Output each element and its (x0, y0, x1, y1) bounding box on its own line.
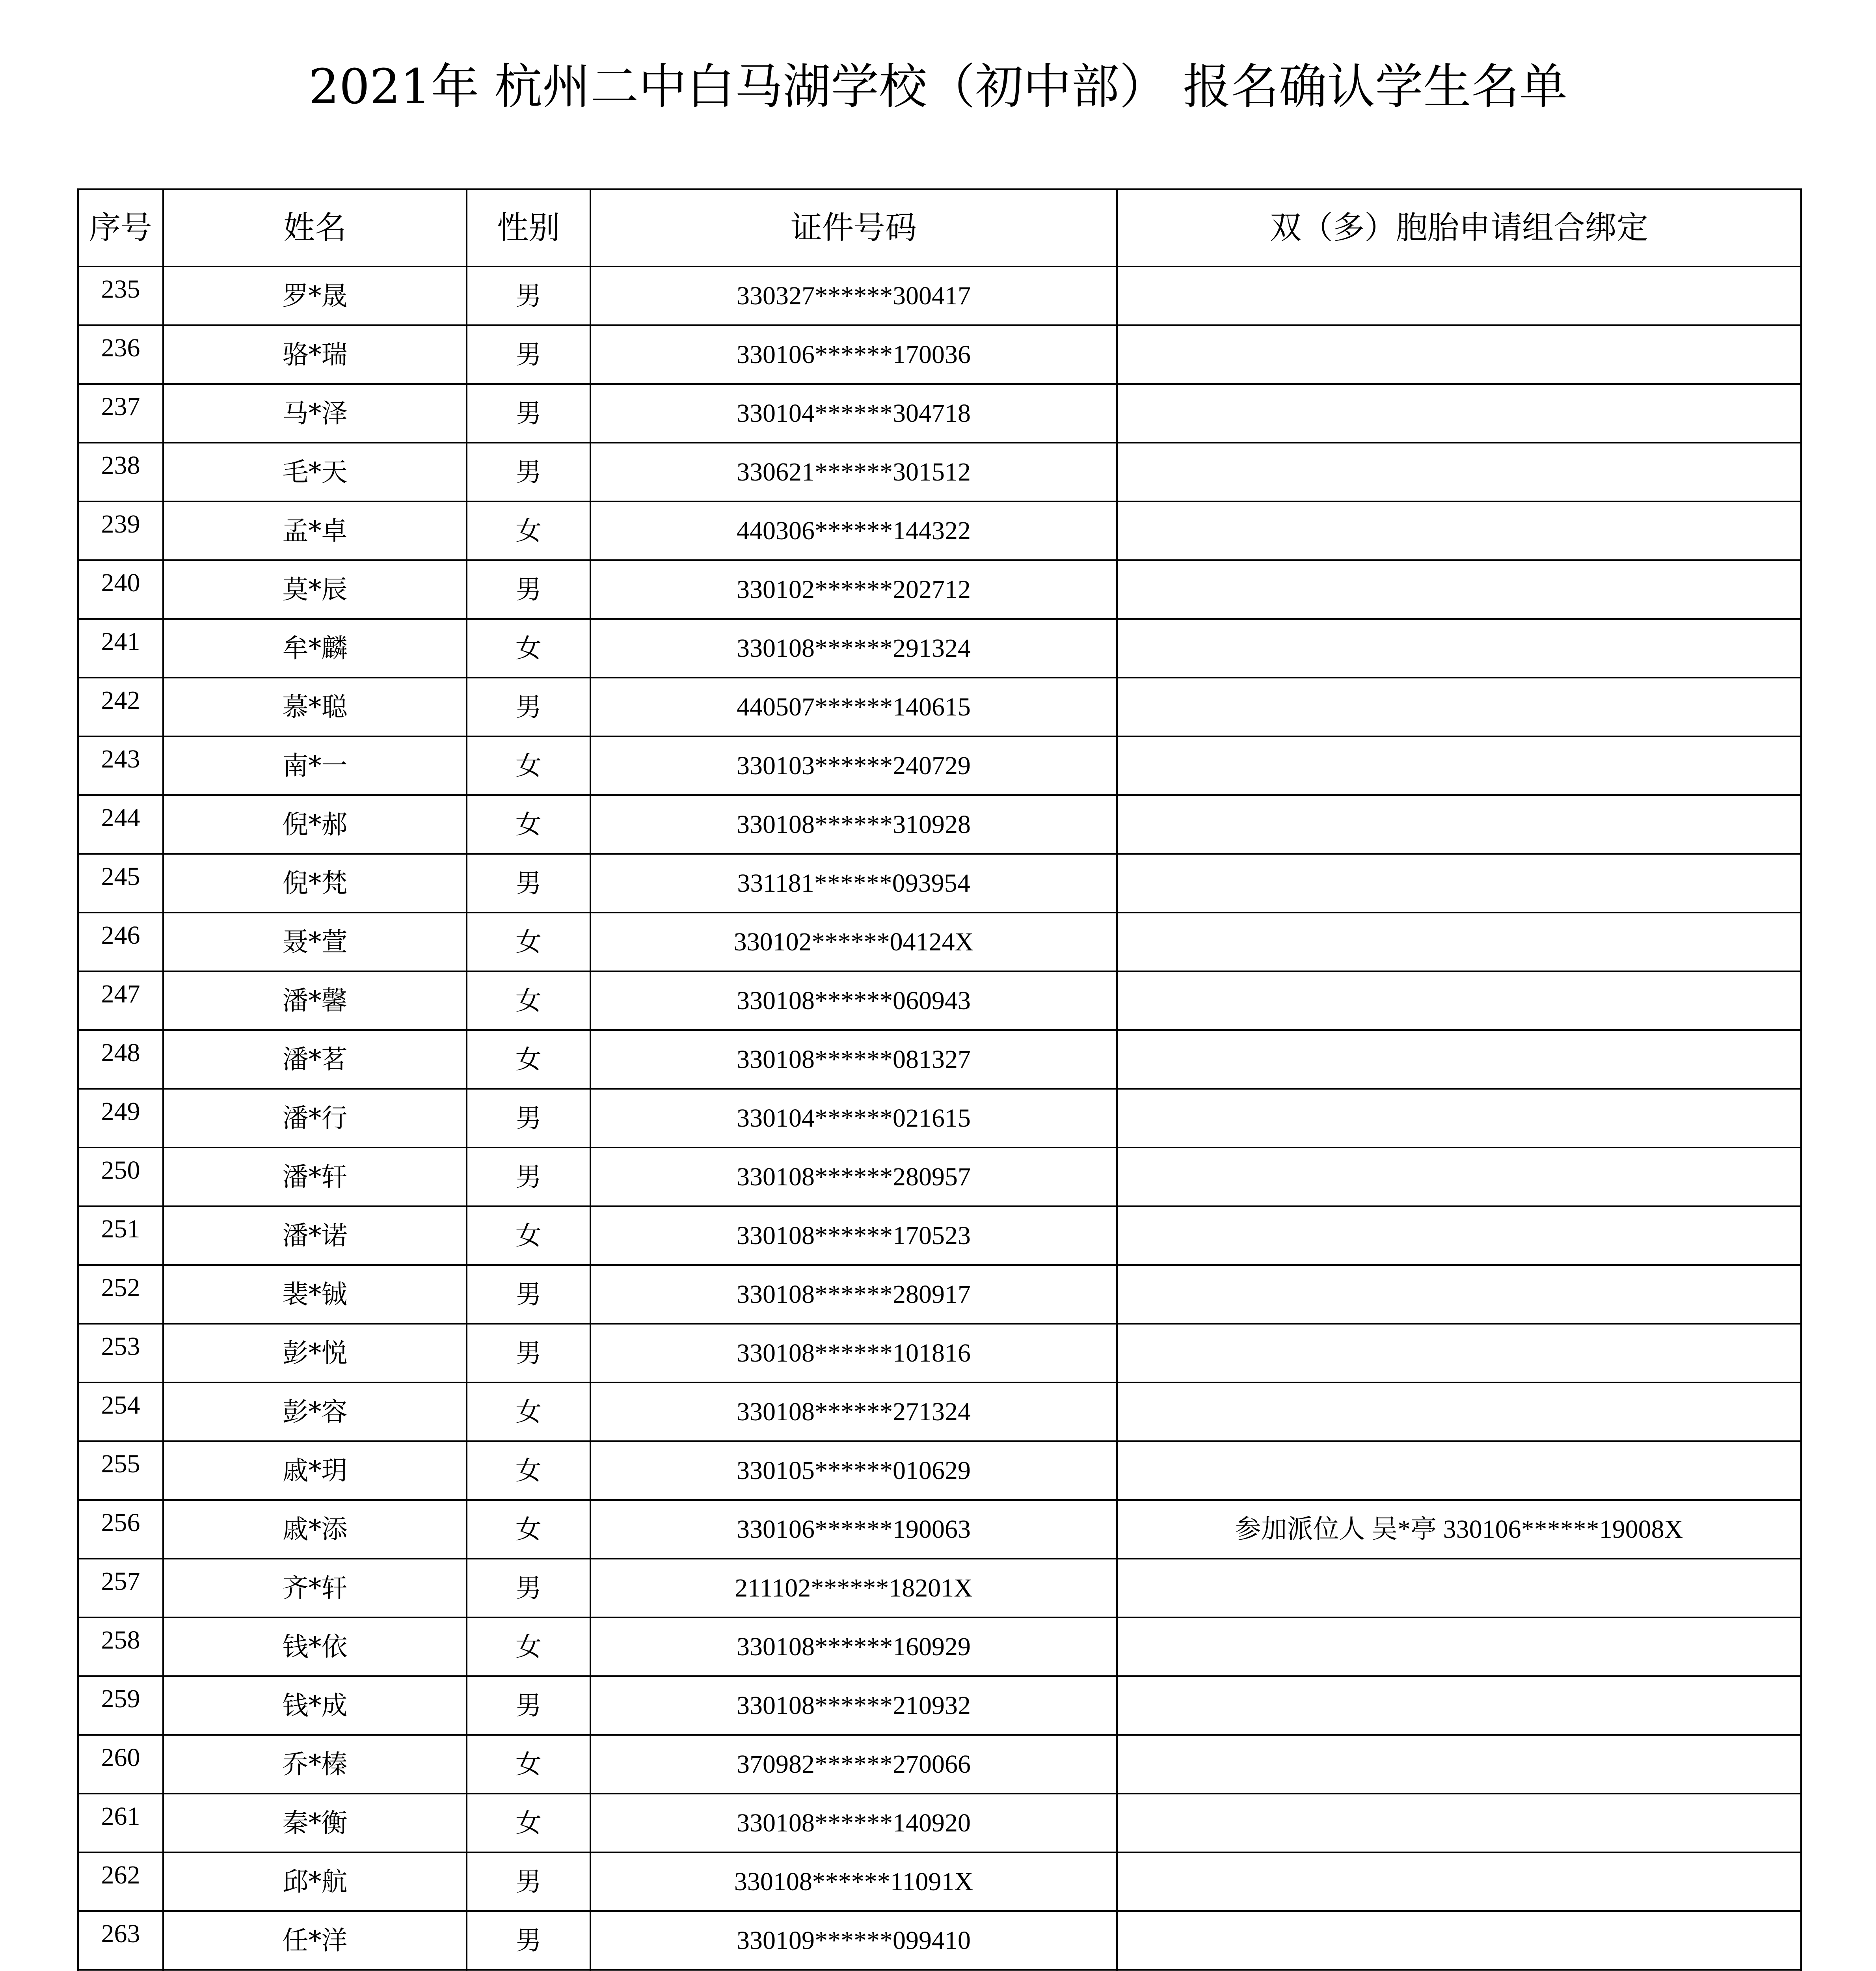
cell-id: 330106******170036 (590, 325, 1117, 384)
cell-twin (1117, 1911, 1801, 1970)
cell-id: 330103******240729 (590, 736, 1117, 795)
cell-gender: 女 (467, 1735, 590, 1794)
cell-seq: 252 (78, 1265, 163, 1324)
cell-id: 330108******081327 (590, 1030, 1117, 1089)
cell-gender: 男 (467, 1559, 590, 1617)
cell-name: 彭*悦 (163, 1324, 467, 1382)
cell-id: 330105******010629 (590, 1441, 1117, 1500)
cell-seq: 262 (78, 1852, 163, 1911)
cell-name: 潘*行 (163, 1089, 467, 1148)
cell-gender: 男 (467, 1265, 590, 1324)
cell-name: 戚*玥 (163, 1441, 467, 1500)
cell-name: 潘*轩 (163, 1148, 467, 1206)
table-row (78, 1500, 1801, 1559)
table-row (78, 1265, 1801, 1324)
cell-seq: 237 (78, 384, 163, 443)
cell-seq: 238 (78, 443, 163, 501)
cell-id: 330108******280917 (590, 1265, 1117, 1324)
cell-id: 330621******301512 (590, 443, 1117, 501)
table-row (78, 325, 1801, 384)
cell-gender: 女 (467, 795, 590, 854)
table-row (78, 854, 1801, 913)
table-row (78, 501, 1801, 560)
cell-seq: 255 (78, 1441, 163, 1500)
table-row (78, 1148, 1801, 1206)
cell-name: 潘*诺 (163, 1206, 467, 1265)
cell-twin (1117, 678, 1801, 736)
cell-seq: 261 (78, 1794, 163, 1852)
cell-twin (1117, 1441, 1801, 1500)
cell-twin (1117, 1324, 1801, 1382)
table-row (78, 1617, 1801, 1676)
table-row (78, 443, 1801, 501)
cell-name: 马*泽 (163, 384, 467, 443)
table-row (78, 1911, 1801, 1970)
cell-name: 骆*瑞 (163, 325, 467, 384)
cell-id: 370982******270066 (590, 1735, 1117, 1794)
cell-twin (1117, 971, 1801, 1030)
cell-twin (1117, 1735, 1801, 1794)
table-row (78, 1735, 1801, 1794)
cell-seq: 244 (78, 795, 163, 854)
cell-seq: 263 (78, 1911, 163, 1970)
cell-gender: 女 (467, 501, 590, 560)
cell-gender: 男 (467, 854, 590, 913)
cell-name: 戚*添 (163, 1500, 467, 1559)
cell-gender: 男 (467, 1676, 590, 1735)
cell-seq: 259 (78, 1676, 163, 1735)
cell-twin (1117, 854, 1801, 913)
cell-gender: 男 (467, 678, 590, 736)
cell-id: 330104******021615 (590, 1089, 1117, 1148)
table-row (78, 1206, 1801, 1265)
cell-seq: 241 (78, 619, 163, 678)
cell-seq: 251 (78, 1206, 163, 1265)
cell-name: 罗*晟 (163, 266, 467, 325)
cell-twin (1117, 1030, 1801, 1089)
cell-twin (1117, 736, 1801, 795)
cell-twin (1117, 1265, 1801, 1324)
cell-twin (1117, 1148, 1801, 1206)
column-header-id: 证件号码 (590, 189, 1117, 266)
cell-name: 倪*梵 (163, 854, 467, 913)
table-row (78, 678, 1801, 736)
table-row (78, 1676, 1801, 1735)
table-row (78, 1794, 1801, 1852)
cell-twin (1117, 1206, 1801, 1265)
cell-twin (1117, 384, 1801, 443)
cell-id: 330102******04124X (590, 913, 1117, 971)
cell-name: 南*一 (163, 736, 467, 795)
cell-name: 齐*轩 (163, 1559, 467, 1617)
cell-twin (1117, 1794, 1801, 1852)
cell-id: 330108******101816 (590, 1324, 1117, 1382)
student-roster-table (77, 188, 1802, 1971)
cell-id: 331181******093954 (590, 854, 1117, 913)
cell-seq: 247 (78, 971, 163, 1030)
cell-twin (1117, 1559, 1801, 1617)
cell-id: 330102******202712 (590, 560, 1117, 619)
cell-name: 裴*铖 (163, 1265, 467, 1324)
cell-seq: 249 (78, 1089, 163, 1148)
cell-seq: 250 (78, 1148, 163, 1206)
cell-id: 440507******140615 (590, 678, 1117, 736)
cell-twin (1117, 1852, 1801, 1911)
cell-id: 330108******280957 (590, 1148, 1117, 1206)
table-row (78, 1852, 1801, 1911)
cell-name: 钱*成 (163, 1676, 467, 1735)
cell-name: 任*洋 (163, 1911, 467, 1970)
cell-seq: 257 (78, 1559, 163, 1617)
cell-twin (1117, 560, 1801, 619)
page-title: 2021年 杭州二中白马湖学校（初中部） 报名确认学生名单 (308, 59, 1568, 115)
table-row (78, 619, 1801, 678)
column-header-twin: 双（多）胞胎申请组合绑定 (1117, 189, 1801, 266)
cell-seq: 256 (78, 1500, 163, 1559)
table-row (78, 560, 1801, 619)
cell-twin (1117, 325, 1801, 384)
cell-name: 毛*天 (163, 443, 467, 501)
cell-name: 牟*麟 (163, 619, 467, 678)
table-row (78, 971, 1801, 1030)
cell-id: 330108******170523 (590, 1206, 1117, 1265)
cell-seq: 254 (78, 1382, 163, 1441)
cell-gender: 女 (467, 1500, 590, 1559)
cell-name: 潘*茗 (163, 1030, 467, 1089)
cell-gender: 男 (467, 443, 590, 501)
cell-seq: 235 (78, 266, 163, 325)
table-row (78, 384, 1801, 443)
cell-gender: 女 (467, 1382, 590, 1441)
cell-id: 211102******18201X (590, 1559, 1117, 1617)
cell-id: 330108******160929 (590, 1617, 1117, 1676)
cell-name: 邱*航 (163, 1852, 467, 1911)
table-row (78, 913, 1801, 971)
cell-gender: 女 (467, 619, 590, 678)
cell-gender: 男 (467, 1089, 590, 1148)
cell-seq: 246 (78, 913, 163, 971)
cell-seq: 260 (78, 1735, 163, 1794)
cell-gender: 女 (467, 1030, 590, 1089)
cell-gender: 女 (467, 1794, 590, 1852)
table-row (78, 1324, 1801, 1382)
cell-seq: 240 (78, 560, 163, 619)
cell-id: 330108******310928 (590, 795, 1117, 854)
cell-name: 乔*榛 (163, 1735, 467, 1794)
cell-seq: 239 (78, 501, 163, 560)
cell-gender: 女 (467, 971, 590, 1030)
cell-gender: 男 (467, 1911, 590, 1970)
cell-twin (1117, 266, 1801, 325)
cell-gender: 女 (467, 1206, 590, 1265)
cell-seq: 248 (78, 1030, 163, 1089)
table-row (78, 736, 1801, 795)
table-body (78, 266, 1801, 1971)
cell-id: 330108******210932 (590, 1676, 1117, 1735)
cell-twin (1117, 1382, 1801, 1441)
cell-id: 330327******300417 (590, 266, 1117, 325)
cell-seq: 242 (78, 678, 163, 736)
table-row (78, 1559, 1801, 1617)
cell-id: 330108******291324 (590, 619, 1117, 678)
cell-gender: 男 (467, 560, 590, 619)
column-header-seq: 序号 (78, 189, 163, 266)
cell-name: 倪*郝 (163, 795, 467, 854)
table-row (78, 1441, 1801, 1500)
cell-name: 秦*衡 (163, 1794, 467, 1852)
cell-name: 慕*聪 (163, 678, 467, 736)
cell-twin (1117, 795, 1801, 854)
cell-id: 440306******144322 (590, 501, 1117, 560)
cell-seq: 245 (78, 854, 163, 913)
cell-gender: 女 (467, 736, 590, 795)
table-row (78, 1382, 1801, 1441)
cell-gender: 男 (467, 1852, 590, 1911)
cell-twin (1117, 443, 1801, 501)
cell-gender: 男 (467, 1324, 590, 1382)
cell-id: 330108******271324 (590, 1382, 1117, 1441)
cell-name: 莫*辰 (163, 560, 467, 619)
cell-name: 潘*馨 (163, 971, 467, 1030)
cell-name: 孟*卓 (163, 501, 467, 560)
cell-seq: 236 (78, 325, 163, 384)
column-header-gender: 性别 (467, 189, 590, 266)
cell-gender: 男 (467, 384, 590, 443)
cell-gender: 女 (467, 1617, 590, 1676)
cell-id: 330108******060943 (590, 971, 1117, 1030)
cell-name: 钱*依 (163, 1617, 467, 1676)
cell-twin (1117, 501, 1801, 560)
cell-twin: 参加派位人 吴*亭 330106******19008X (1117, 1500, 1801, 1559)
cell-id: 330108******140920 (590, 1794, 1117, 1852)
cell-id: 330106******190063 (590, 1500, 1117, 1559)
cell-name: 彭*容 (163, 1382, 467, 1441)
table-row (78, 1089, 1801, 1148)
cell-seq: 253 (78, 1324, 163, 1382)
cell-twin (1117, 619, 1801, 678)
cell-twin (1117, 913, 1801, 971)
cell-gender: 男 (467, 325, 590, 384)
cell-id: 330108******11091X (590, 1852, 1117, 1911)
cell-twin (1117, 1617, 1801, 1676)
cell-twin (1117, 1089, 1801, 1148)
cell-gender: 男 (467, 1148, 590, 1206)
cell-id: 330104******304718 (590, 384, 1117, 443)
cell-twin (1117, 1676, 1801, 1735)
cell-gender: 男 (467, 266, 590, 325)
cell-id: 330109******099410 (590, 1911, 1117, 1970)
cell-name: 聂*萱 (163, 913, 467, 971)
cell-seq: 258 (78, 1617, 163, 1676)
cell-gender: 女 (467, 913, 590, 971)
table-row (78, 1030, 1801, 1089)
cell-gender: 女 (467, 1441, 590, 1500)
table-header-row (78, 189, 1801, 266)
cell-seq: 243 (78, 736, 163, 795)
table-row (78, 795, 1801, 854)
table-row (78, 266, 1801, 325)
column-header-name: 姓名 (163, 189, 467, 266)
